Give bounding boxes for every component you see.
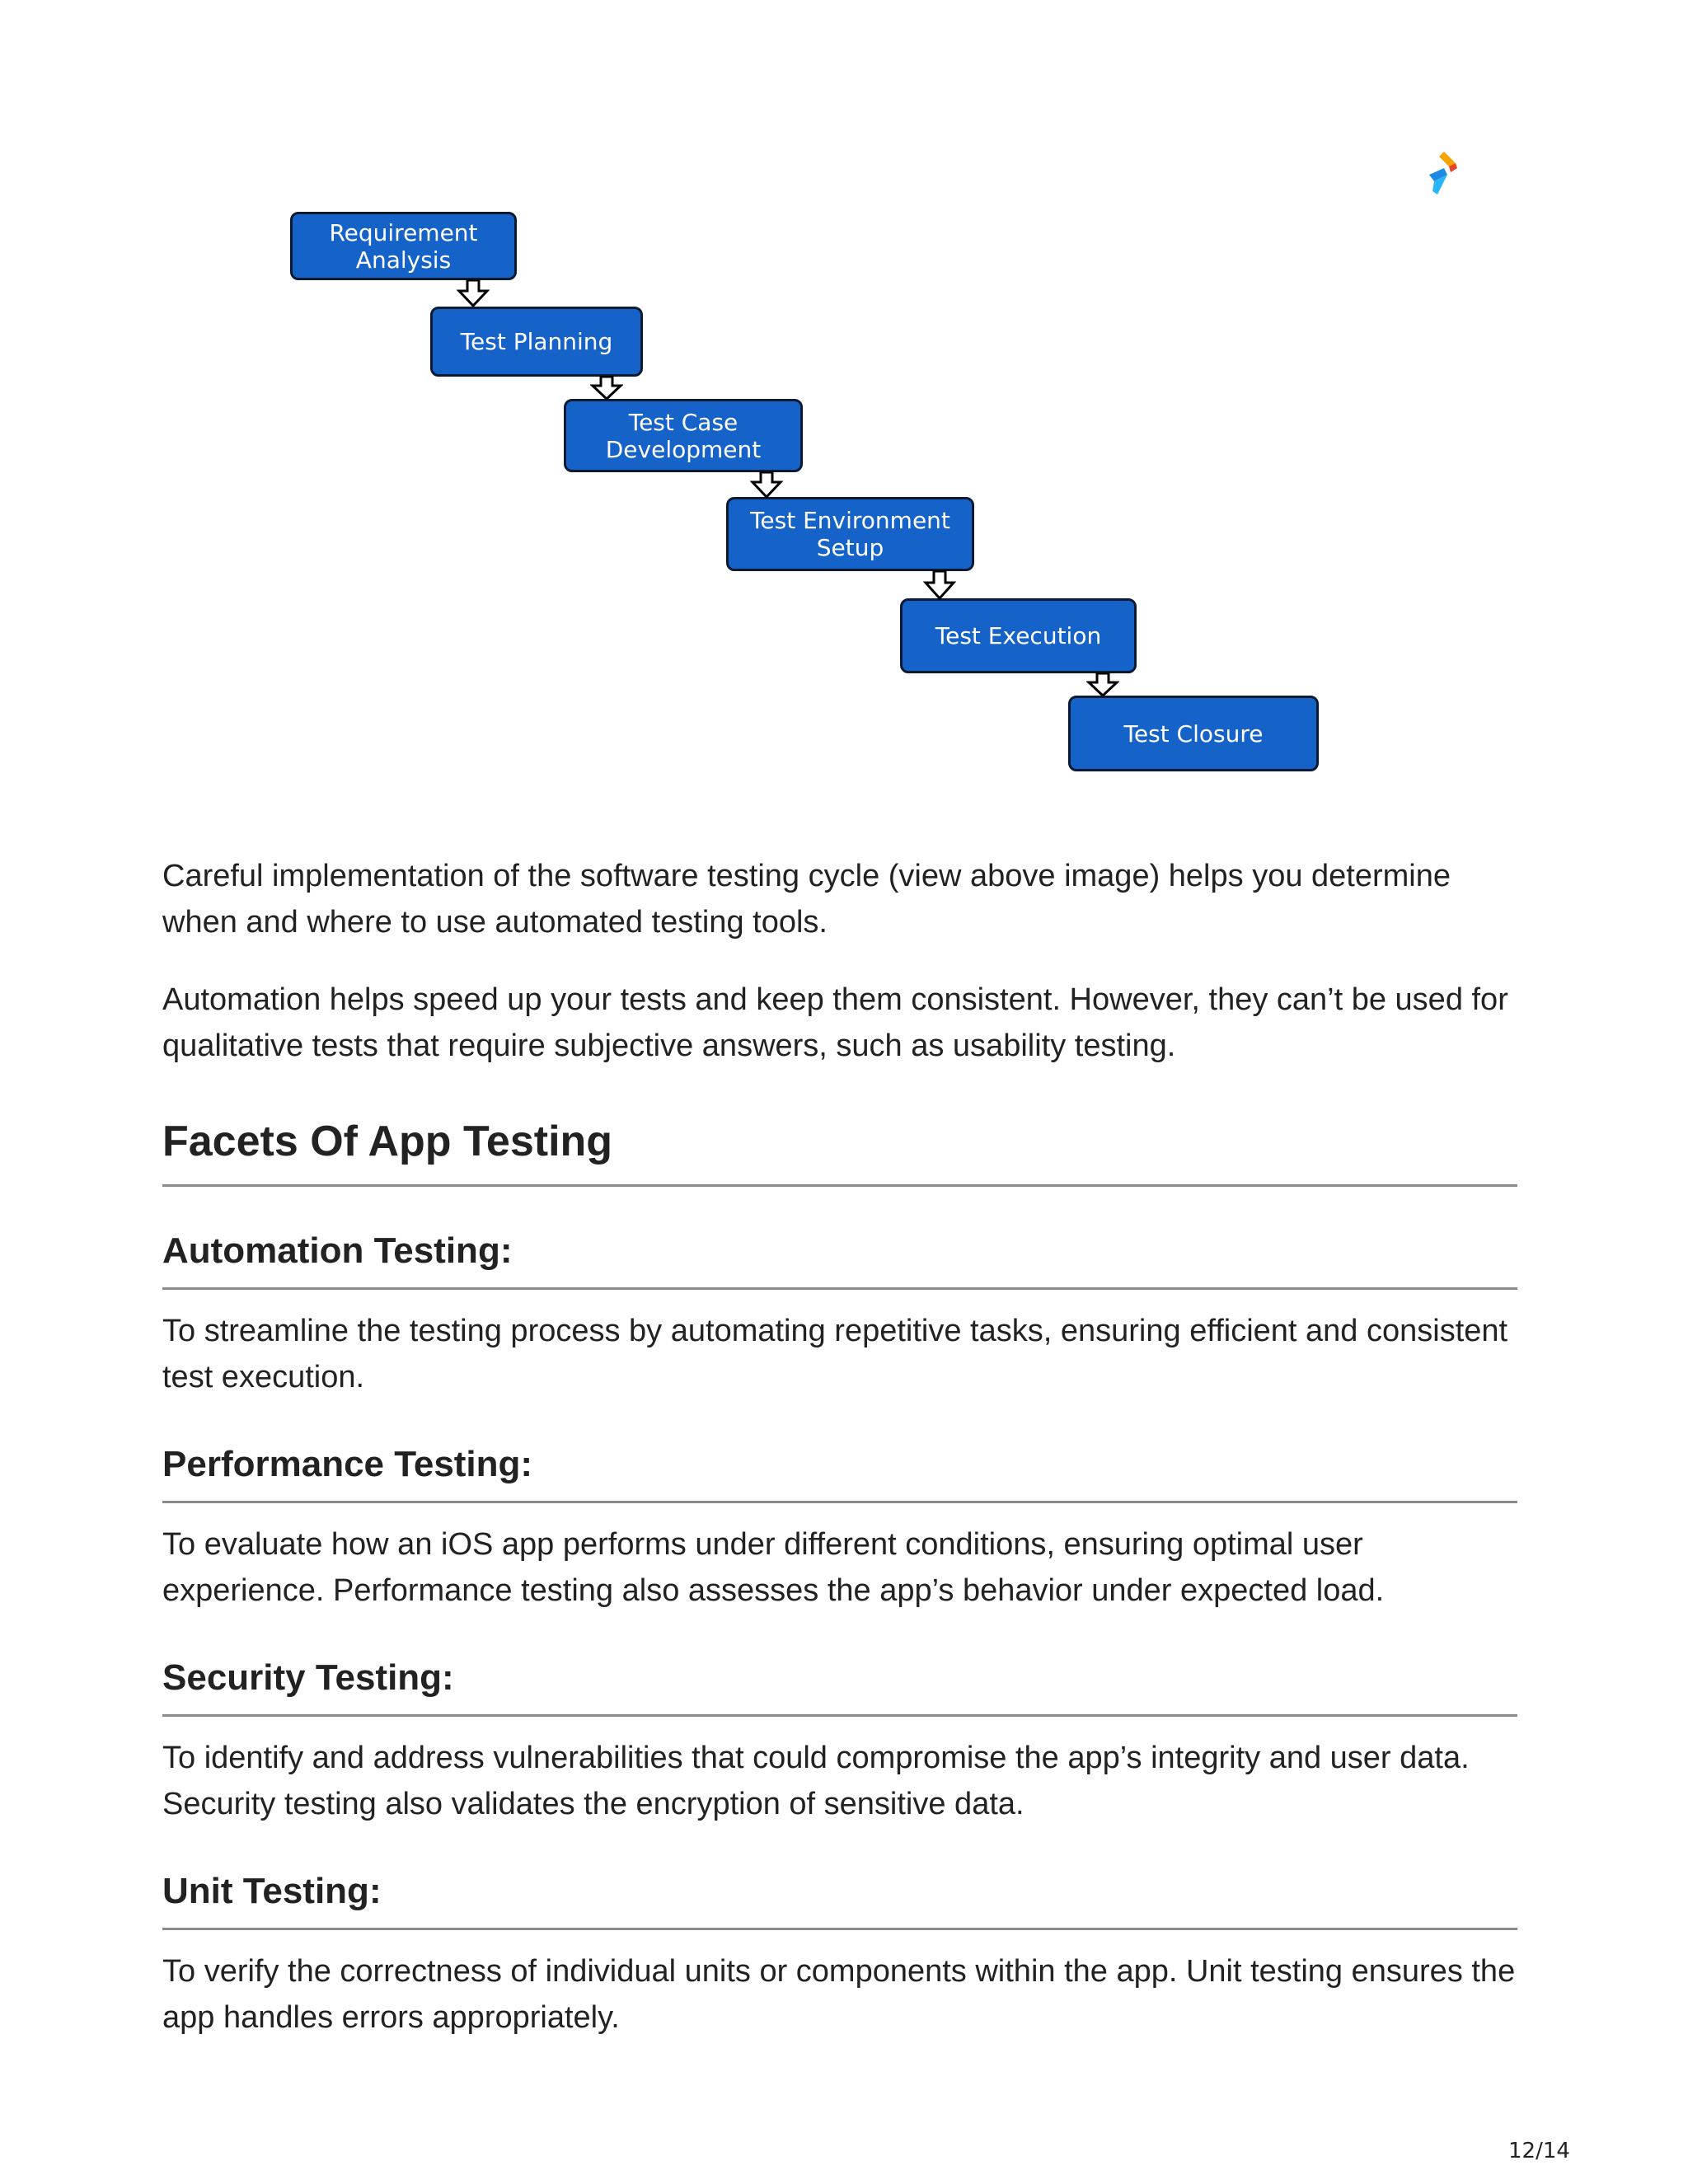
intro-paragraph: Automation helps speed up your tests and keep them consistent. However, they can’t be used for qualitative tests that require subjective answers, such as usability testing.: [162, 982, 1508, 1063]
step-test-closure: Test Closure: [1068, 696, 1319, 771]
facet-text-automation: To streamline the testing process by automating repetitive tasks, ensuring efficient and consistent test execution.: [162, 1314, 1508, 1394]
facet-heading-automation: Automation Testing:: [162, 1228, 1517, 1290]
arrow-down-icon: [1086, 673, 1119, 697]
step-test-execution: Test Execution: [900, 598, 1137, 673]
brand-logo-icon: [1426, 150, 1461, 198]
facet-text-performance: To evaluate how an iOS app performs under different conditions, ensuring optimal user experience. Performance testing also assesses the app’s behavior under expected load.: [162, 1527, 1385, 1608]
arrow-down-icon: [457, 279, 490, 307]
facet-heading-security: Security Testing:: [162, 1655, 1517, 1717]
arrow-down-icon: [923, 570, 956, 600]
facet-heading-performance: Performance Testing:: [162, 1441, 1517, 1503]
page-number: 12/14: [1508, 2139, 1570, 2163]
arrow-down-icon: [590, 376, 623, 401]
facet-text-security: To identify and address vulnerabilities that could compromise the app’s integrity and user data. Security testing also validates the encryption of sensitive data.: [162, 1741, 1470, 1821]
facet-text-unit: To verify the correctness of individual units or components within the app. Unit testing ensures the app handles errors appropriately.: [162, 1954, 1516, 2035]
arrow-down-icon: [750, 471, 783, 499]
intro-paragraph: Careful implementation of the software testing cycle (view above image) helps you determine when and where to use automated testing tools.: [162, 859, 1451, 940]
step-requirement-analysis: Requirement Analysis: [290, 212, 517, 280]
section-heading: Facets Of App Testing: [162, 1115, 1517, 1187]
step-test-case-development: Test Case Development: [564, 399, 803, 472]
testing-cycle-diagram: [0, 0, 1688, 791]
facet-heading-unit: Unit Testing:: [162, 1868, 1517, 1930]
step-test-planning: Test Planning: [430, 307, 643, 377]
article-content: [162, 853, 1517, 2041]
step-test-environment-setup: Test Environment Setup: [726, 497, 974, 571]
